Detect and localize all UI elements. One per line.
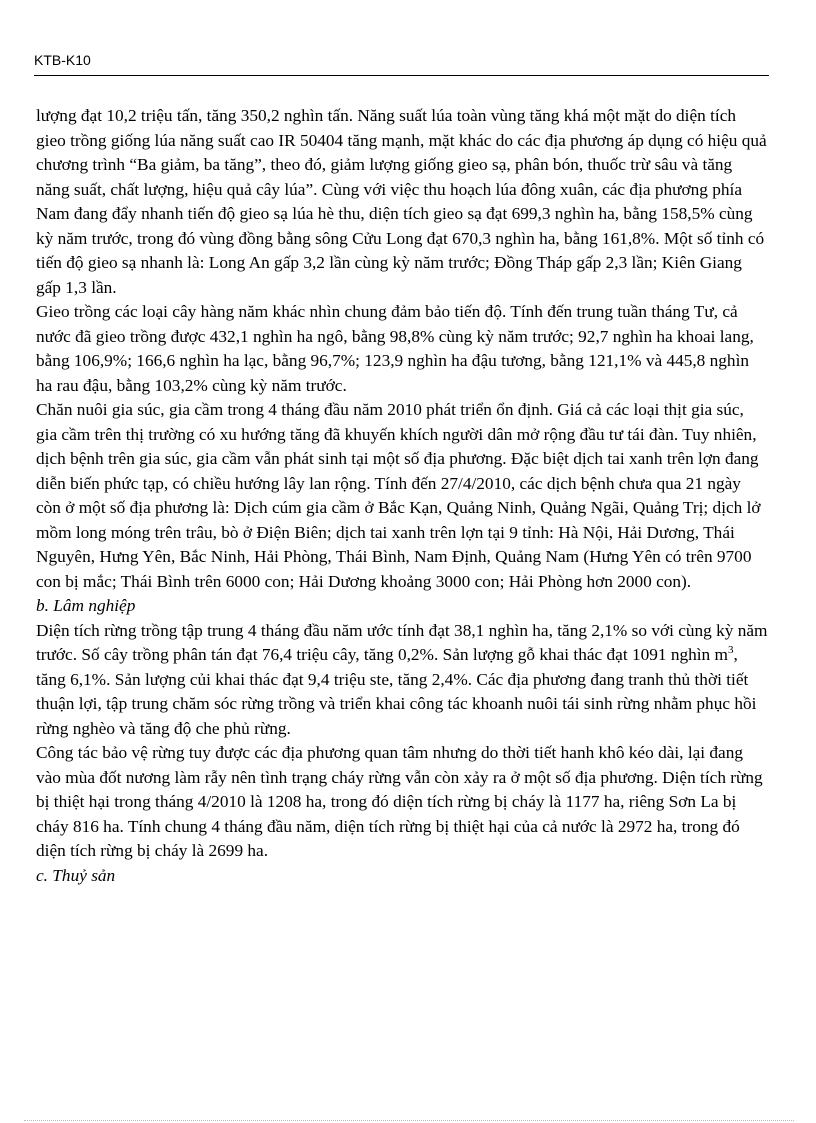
document-body xyxy=(36,104,769,888)
paragraph-livestock: Chăn nuôi gia súc, gia cầm trong 4 tháng đầu năm 2010 phát triển ổn định. Giá cả các loại thịt gia súc, gia cầm trên thị trường có xu hướng tăng đã khuyến khích người dân mở rộng đầu tư tái đàn. Tuy nhiên, dịch bệnh trên gia súc, gia cầm vẫn phát sinh tại một số địa phương. Đặc biệt dịch tai xanh trên lợn đang diễn biến phức tạp, có chiều hướng lây lan rộng. Tính đến 27/4/2010, các dịch bệnh chưa qua 21 ngày còn ở một số địa phương là: Dịch cúm gia cầm ở Bắc Kạn, Quảng Ninh, Quảng Ngãi, Quảng Trị; dịch lở mồm long móng trên trâu, bò ở Điện Biên; dịch tai xanh trên lợn tại 9 tỉnh: Hà Nội, Hải Dương, Thái Nguyên, Hưng Yên, Bắc Ninh, Hải Phòng, Thái Bình, Nam Định, Quảng Nam (Hưng Yên có trên 9700 con bị mắc; Thái Bình trên 6000 con; Hải Dương khoảng 3000 con; Hải Phòng hơn 2000 con). xyxy=(36,400,761,591)
paragraph-annual-crops: Gieo trồng các loại cây hàng năm khác nhìn chung đảm bảo tiến độ. Tính đến trung tuần tháng Tư, cả nước đã gieo trồng được 432,1 nghìn ha ngô, bằng 98,8% cùng kỳ năm trước; 92,7 nghìn ha khoai lang, bằng 106,9%; 166,6 nghìn ha lạc, bằng 96,7%; 123,9 nghìn ha đậu tương, bằng 121,1% và 445,8 nghìn ha rau đậu, bằng 103,2% cùng kỳ năm trước. xyxy=(36,302,754,395)
section-heading-forestry: b. Lâm nghiệp xyxy=(36,596,136,615)
cubic-superscript: 3 xyxy=(727,644,734,657)
paragraph-forest-protection: Công tác bảo vệ rừng tuy được các địa phương quan tâm nhưng do thời tiết hanh khô kéo dài, lại đang vào mùa đốt nương làm rẫy nên tình trạng cháy rừng vẫn còn xảy ra ở một số địa phương. Diện tích rừng bị thiệt hại trong tháng 4/2010 là 1208 ha, trong đó diện tích rừng bị cháy là 1177 ha, riêng Sơn La bị cháy 816 ha. Tính chung 4 tháng đầu năm, diện tích rừng bị thiệt hại của cả nước là 2972 ha, trong đó diện tích rừng bị cháy là 2699 ha. xyxy=(36,743,763,860)
header-divider xyxy=(34,75,769,76)
document-code: KTB-K10 xyxy=(34,52,91,68)
forestry-text-part-2: , tăng 6,1%. Sản lượng củi khai thác đạt 9,4 triệu ste, tăng 2,4%. Các địa phương đang tranh thủ thời tiết thuận lợi, tập trung chăm sóc rừng trồng và triển khai công tác khoanh nuôi tái sinh rừng nhằm phục hồi rừng nghèo và tăng độ che phủ rừng. xyxy=(36,645,757,738)
section-heading-fishery: c. Thuỷ sản xyxy=(36,865,116,885)
paragraph-forestry-planting xyxy=(36,619,769,742)
forestry-text-part-1: Diện tích rừng trồng tập trung 4 tháng đầu năm ước tính đạt 38,1 nghìn ha, tăng 2,1% so với cùng kỳ năm trước. Số cây trồng phân tán đạt 76,4 triệu cây, tăng 0,2%. Sản lượng gỗ khai thác đạt 1091 nghìn m xyxy=(36,620,768,664)
footer-divider xyxy=(24,1120,794,1121)
page-header xyxy=(34,52,769,68)
paragraph-rice-harvest: lượng đạt 10,2 triệu tấn, tăng 350,2 nghìn tấn. Năng suất lúa toàn vùng tăng khá một mặt do diện tích gieo trồng giống lúa năng suất cao IR 50404 tăng mạnh, mặt khác do các địa phương áp dụng có hiệu quả chương trình “Ba giảm, ba tăng”, theo đó, giảm lượng giống gieo sạ, phân bón, thuốc trừ sâu và tăng năng suất, chất lượng, hiệu quả cây lúa”. Cùng với việc thu hoạch lúa đông xuân, các địa phương phía Nam đang đẩy nhanh tiến độ gieo sạ lúa hè thu, diện tích gieo sạ đạt 699,3 nghìn ha, bằng 158,5% cùng kỳ năm trước, trong đó vùng đồng bằng sông Cửu Long đạt 670,3 nghìn ha, bằng 161,8%. Một số tỉnh có tiến độ gieo sạ nhanh là: Long An gấp 3,2 lần cùng kỳ năm trước; Đồng Tháp gấp 2,3 lần; Kiên Giang gấp 1,3 lần. xyxy=(36,106,767,297)
